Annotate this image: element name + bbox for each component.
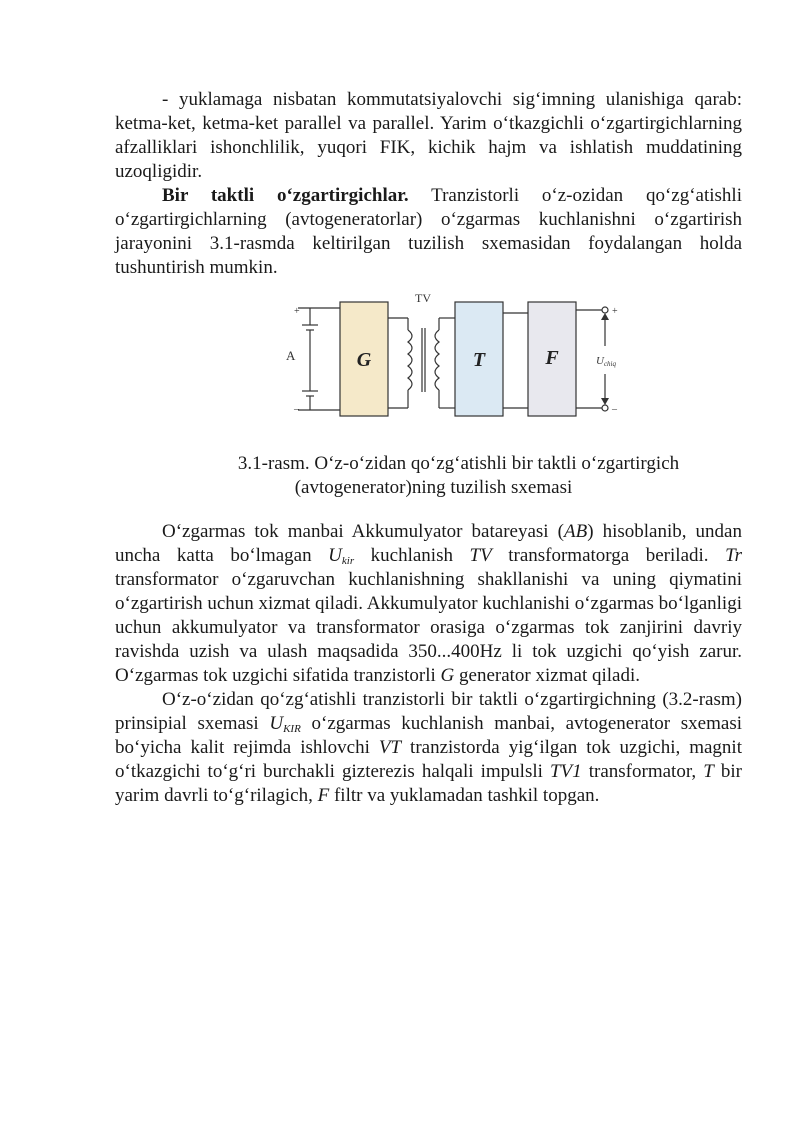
battery-plus-label: + <box>294 306 300 317</box>
paragraph-4: O‘z-o‘zidan qo‘zg‘atishli tranzistorli bir taktli o‘zgartirgichning (3.2-rasm) prinsipial sxemasi $U_{KIR}$ o‘zgarmas kuchlanish manbai, avtogenerator sxemasi bo‘yicha kalit rejimda ishlovchi VT tranzistorda yig‘ilgan tok uzgichi, magnit o‘tkazgichi to‘g‘ri burchakli gizterezis halqali impulsli TV1 transformator, T bir yarim davrli to‘g‘rilagich, F filtr va yuklamadan tashkil topgan. <box>115 689 742 806</box>
connector-lines <box>503 313 528 408</box>
arrow-down-icon <box>601 398 609 405</box>
battery-label: A <box>286 348 296 363</box>
battery-minus-label: – <box>294 404 299 415</box>
rectifier-block-label: T <box>472 349 486 371</box>
figure-caption <box>115 452 742 500</box>
transformer-icon <box>388 318 455 408</box>
caption-line-1: 3.1-rasm. O‘z-o‘zidan qo‘zg‘atishli bir taktli o‘zgartirgich <box>237 453 680 474</box>
section-heading: Bir taktli o‘zgartirgichlar. <box>162 185 409 206</box>
arrow-up-icon <box>601 313 609 320</box>
generator-block-label: G <box>356 349 372 371</box>
paragraph-2: Bir taktli o‘zgartirgichlar. Tranzistorli o‘z-ozidan qo‘zg‘atishli o‘zgartirgichlarning (avtogeneratorlar) o‘zgarmas kuchlanishni o‘zgartirish jarayonini 3.1-rasmda keltirilgan tuzilish sxemasidan foydalangan holda tushuntirish mumkin. <box>115 185 742 278</box>
text-section-bottom <box>115 520 742 808</box>
paragraph-3: O‘zgarmas tok manbai Akkumulyator batareyasi (AB) hisoblanib, undan uncha katta bo‘lmagan $U_{kir}$ kuchlanish TV transformatorga beriladi. Tr transformator o‘zgaruvchan kuchlanishning shakllanishi va uning qiymatini o‘zgartirish uchun xizmat qiladi. Akkumulyator kuchlanishi o‘zgarmas bo‘lganligi uchun akkumulyator va transformator orasiga o‘zgarmas tok zanjirini davriy ravishda uzish va ulash maqsadida 350...400Hz li tok uzgichi qo‘yish zarur. O‘zgarmas tok uzgichi sifatida tranzistorli G generator xizmat qiladi. <box>115 521 742 686</box>
transformer-label: TV <box>415 291 431 305</box>
output-plus-label: + <box>612 306 618 317</box>
paragraph-1: - yuklamaga nisbatan kommutatsiyalovchi sig‘imning ulanishiga qarab: ketma-ket, ketma-ket parallel va parallel. Yarim o‘tkazgichli o‘zgartirgichlarning afzalliklari ishonchlilik, yuqori FIK, kichik hajm va ishlatish muddatining uzoqligidir. <box>115 89 742 182</box>
caption-line-2: (avtogenerator)ning tuzilish sxemasi <box>294 477 573 498</box>
battery-icon <box>298 308 340 410</box>
output-minus-label: – <box>612 404 617 415</box>
output-voltage-label: Uchiq <box>596 355 617 368</box>
filter-block-label: F <box>545 347 559 369</box>
block-diagram-figure <box>280 288 630 418</box>
text-section-top <box>115 88 742 280</box>
